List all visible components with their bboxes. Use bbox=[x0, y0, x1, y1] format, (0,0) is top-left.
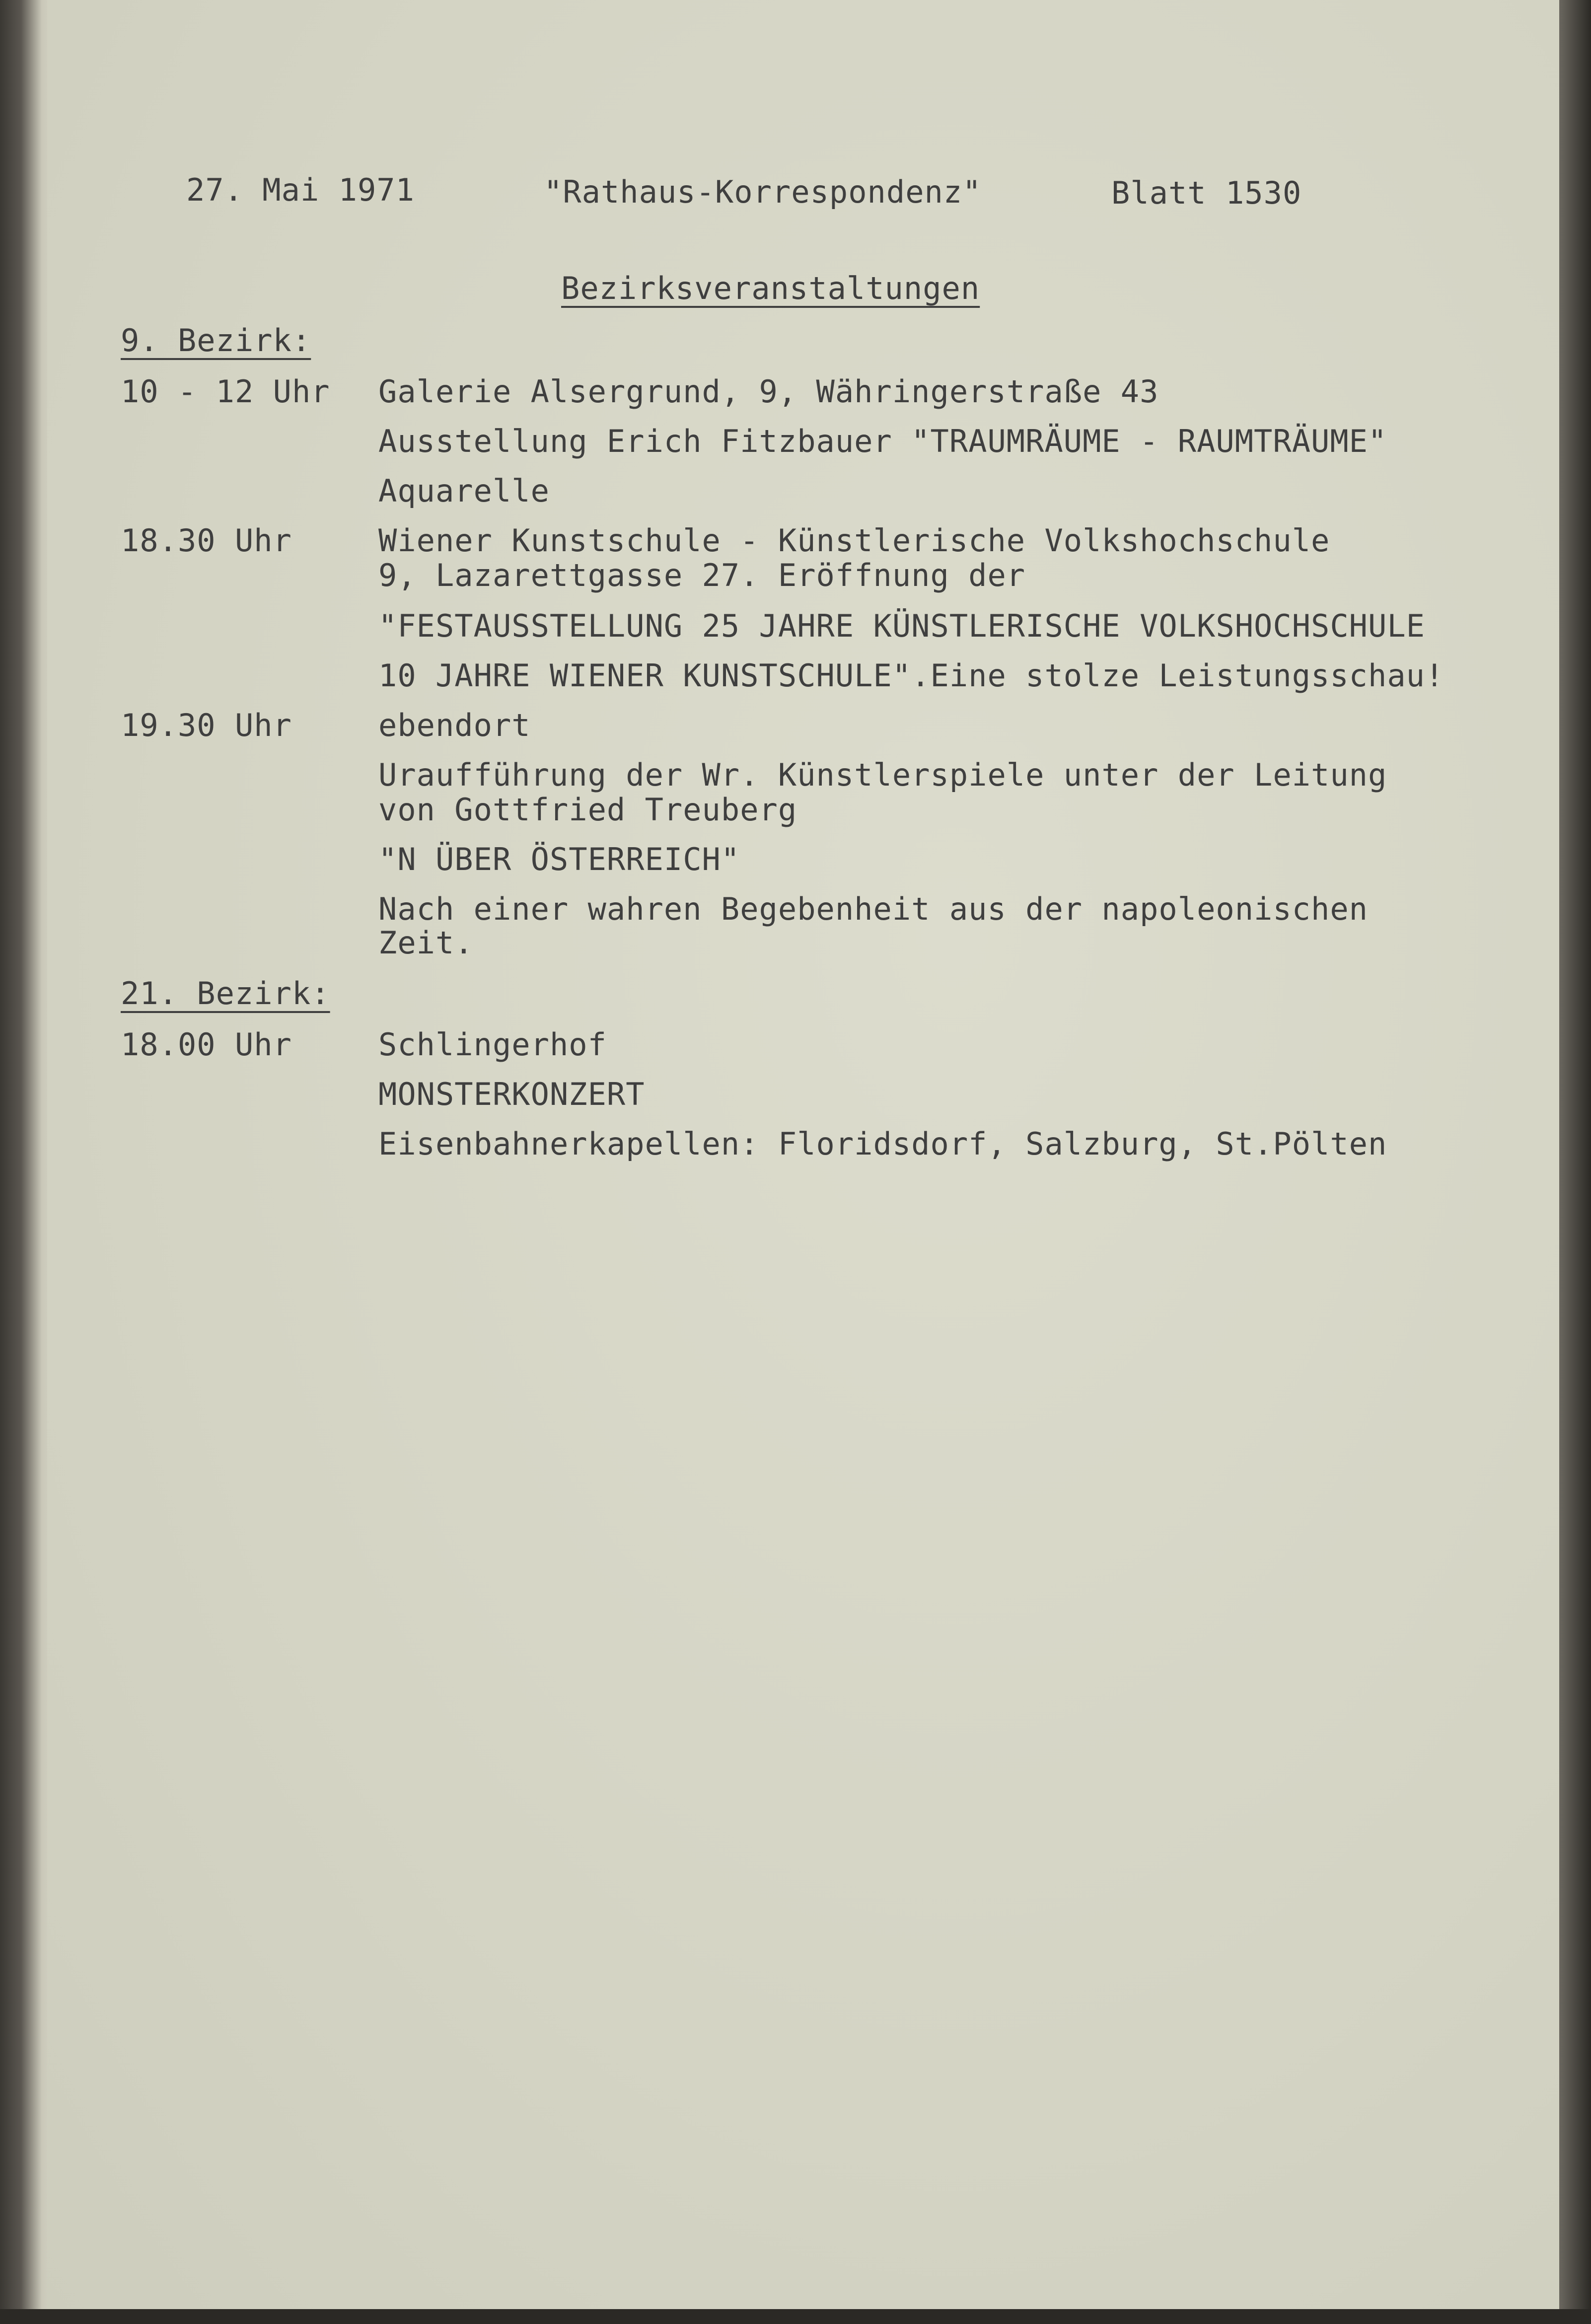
district-21-heading: 21. Bezirk: bbox=[121, 975, 330, 1012]
header-sheet-number: Blatt 1530 bbox=[1111, 175, 1302, 211]
page-right-edge bbox=[1559, 0, 1591, 2324]
event-line: Nach einer wahren Begebenheit aus der napoleonischen bbox=[378, 891, 1369, 927]
event-line: Aquarelle bbox=[378, 473, 550, 509]
event-line: "FESTAUSSTELLUNG 25 JAHRE KÜNSTLERISCHE VOLKSHOCHSCHULE bbox=[378, 608, 1425, 644]
event-line: Eisenbahnerkapellen: Floridsdorf, Salzburg, St.Pölten bbox=[378, 1126, 1387, 1162]
event-time: 18.00 Uhr bbox=[121, 1026, 292, 1063]
event-line: 10 JAHRE WIENER KUNSTSCHULE".Eine stolze Leistungsschau! bbox=[378, 657, 1445, 694]
event-time: 19.30 Uhr bbox=[121, 707, 292, 743]
event-line: von Gottfried Treuberg bbox=[378, 792, 797, 828]
event-line: "N ÜBER ÖSTERREICH" bbox=[378, 841, 740, 877]
event-line: 9, Lazarettgasse 27. Eröffnung der bbox=[378, 557, 1026, 593]
district-9-heading: 9. Bezirk: bbox=[121, 322, 311, 359]
event-line: Uraufführung der Wr. Künstlerspiele unter der Leitung bbox=[378, 757, 1387, 793]
event-line: Wiener Kunstschule - Künstlerische Volkshochschule bbox=[378, 522, 1330, 559]
page-bottom-edge bbox=[0, 2309, 1591, 2324]
event-line: Galerie Alsergrund, 9, Währingerstraße 43 bbox=[378, 373, 1159, 410]
event-line: Ausstellung Erich Fitzbauer "TRAUMRÄUME - RAUMTRÄUME" bbox=[378, 423, 1387, 459]
page-title: Bezirksveranstaltungen bbox=[561, 270, 980, 306]
event-line: Zeit. bbox=[378, 925, 474, 961]
event-time: 18.30 Uhr bbox=[121, 522, 292, 559]
header-date: 27. Mai 1971 bbox=[186, 172, 415, 208]
event-line: ebendort bbox=[378, 707, 531, 743]
event-line: Schlingerhof bbox=[378, 1026, 607, 1063]
header-publication: "Rathaus-Korrespondenz" bbox=[544, 174, 982, 210]
event-time: 10 - 12 Uhr bbox=[121, 373, 330, 410]
event-line: MONSTERKONZERT bbox=[378, 1076, 645, 1112]
